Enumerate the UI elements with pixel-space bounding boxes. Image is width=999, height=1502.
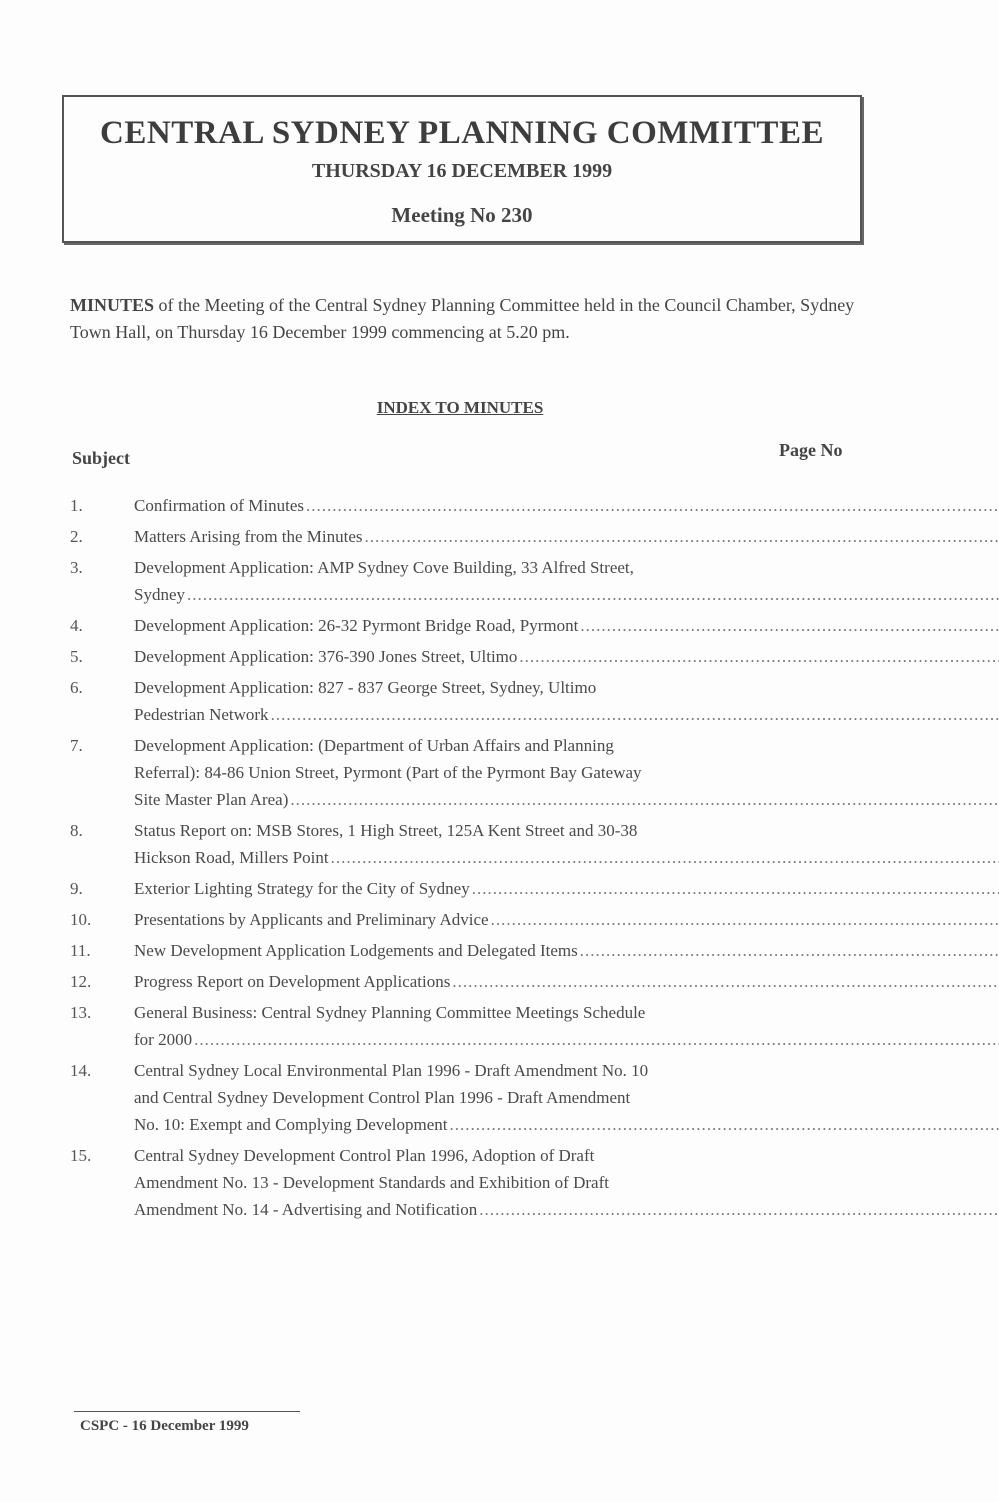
index-entry — [70, 968, 860, 995]
entry-subject — [134, 674, 999, 728]
subject-header: Subject — [72, 448, 130, 468]
dot-leader — [479, 1196, 999, 1223]
entry-line: Amendment No. 13 - Development Standards and Exhibition of Draft — [134, 1173, 609, 1192]
entry-subject — [134, 906, 999, 933]
entry-subject — [134, 817, 999, 871]
dot-leader — [194, 1026, 999, 1053]
entry-line: Exterior Lighting Strategy for the City of Sydney — [134, 879, 470, 898]
dot-leader — [472, 875, 999, 902]
index-entry — [70, 999, 860, 1053]
entry-subject — [134, 643, 999, 670]
entry-number: 9. — [70, 879, 83, 898]
title-box — [62, 95, 862, 243]
dot-leader — [580, 612, 999, 639]
entry-line: Development Application: AMP Sydney Cove Building, 33 Alfred Street, — [134, 558, 634, 577]
index-entry — [70, 732, 860, 813]
entry-line: and Central Sydney Development Control Plan 1996 - Draft Amendment — [134, 1088, 631, 1107]
entry-subject — [134, 523, 999, 550]
index-entry — [70, 937, 860, 964]
entry-subject — [134, 968, 999, 995]
index-entry — [70, 1057, 860, 1138]
entry-number: 5. — [70, 647, 83, 666]
footer-text: CSPC - 16 December 1999 — [80, 1418, 249, 1434]
entry-line: Referral): 84-86 Union Street, Pyrmont (Part of the Pyrmont Bay Gateway — [134, 763, 642, 782]
intro-paragraph — [70, 292, 870, 346]
dot-leader — [519, 643, 999, 670]
entry-line: Site Master Plan Area) — [134, 790, 289, 809]
entry-line: Presentations by Applicants and Preliminary Advice — [134, 910, 489, 929]
index-entry — [70, 492, 860, 519]
entry-subject — [134, 1057, 999, 1138]
entry-number: 10. — [70, 910, 92, 929]
dot-leader — [452, 968, 999, 995]
entry-line: Development Application: 827 - 837 George Street, Sydney, Ultimo — [134, 678, 597, 697]
index-entry — [70, 674, 860, 728]
dot-leader — [306, 492, 999, 519]
entry-line: Amendment No. 14 - Advertising and Notification — [134, 1200, 478, 1219]
index-entry — [70, 554, 860, 608]
entry-line: Progress Report on Development Applications — [134, 972, 451, 991]
entry-line: for 2000 — [134, 1030, 193, 1049]
entry-line: Matters Arising from the Minutes — [134, 527, 363, 546]
entry-line: Status Report on: MSB Stores, 1 High Street, 125A Kent Street and 30-38 — [134, 821, 638, 840]
index-entry — [70, 875, 860, 902]
dot-leader — [271, 701, 999, 728]
entry-number: 2. — [70, 527, 83, 546]
entry-subject — [134, 732, 999, 813]
page-header: Page No — [779, 440, 843, 460]
index-entry — [70, 817, 860, 871]
index-entry — [70, 643, 860, 670]
meeting-date: THURSDAY 16 DECEMBER 1999 — [311, 160, 613, 182]
entry-number: 6. — [70, 678, 83, 697]
entry-number: 1. — [70, 496, 83, 515]
entry-line: Confirmation of Minutes — [134, 496, 304, 515]
index-entry — [70, 612, 860, 639]
dot-leader — [290, 786, 999, 813]
entry-subject — [134, 875, 999, 902]
index-entry — [70, 1142, 860, 1223]
entry-line: Sydney — [134, 585, 185, 604]
dot-leader — [450, 1111, 999, 1138]
entry-line: Central Sydney Development Control Plan 1996, Adoption of Draft — [134, 1146, 595, 1165]
entry-subject — [134, 999, 999, 1053]
index-entry — [70, 523, 860, 550]
committee-title: CENTRAL SYDNEY PLANNING COMMITTEE — [100, 115, 824, 151]
intro-lead: MINUTES — [70, 295, 155, 315]
entry-line: New Development Application Lodgements and Delegated Items — [134, 941, 578, 960]
dot-leader — [365, 523, 999, 550]
dot-leader — [580, 937, 999, 964]
entry-number: 13. — [70, 1003, 92, 1022]
intro-text: of the Meeting of the Central Sydney Planning Committee held in the Council Chamber, Sydney Town Hall, on Thursday 16 December 1999 commencing at 5.20 pm. — [70, 295, 855, 342]
entry-subject — [134, 1142, 999, 1223]
dot-leader — [491, 906, 999, 933]
entry-line: Development Application: 376-390 Jones Street, Ultimo — [134, 647, 518, 666]
entry-subject — [134, 612, 999, 639]
entry-number: 3. — [70, 558, 83, 577]
footer-rule — [74, 1411, 300, 1412]
entry-line: Hickson Road, Millers Point — [134, 848, 329, 867]
index-entry — [70, 906, 860, 933]
entry-line: Development Application: 26-32 Pyrmont Bridge Road, Pyrmont — [134, 616, 579, 635]
entry-number: 11. — [70, 941, 91, 960]
entry-line: Central Sydney Local Environmental Plan 1996 - Draft Amendment No. 10 — [134, 1061, 649, 1080]
dot-leader — [331, 844, 999, 871]
entry-line: No. 10: Exempt and Complying Development — [134, 1115, 448, 1134]
entry-number: 7. — [70, 736, 83, 755]
entry-number: 14. — [70, 1061, 92, 1080]
entry-number: 4. — [70, 616, 83, 635]
entry-number: 8. — [70, 821, 83, 840]
index-list — [70, 492, 860, 1227]
entry-subject — [134, 492, 999, 519]
index-title: INDEX TO MINUTES — [376, 398, 544, 417]
entry-number: 15. — [70, 1146, 92, 1165]
entry-subject — [134, 554, 999, 608]
meeting-number: Meeting No 230 — [391, 203, 533, 227]
entry-line: Pedestrian Network — [134, 705, 269, 724]
entry-line: General Business: Central Sydney Planning Committee Meetings Schedule — [134, 1003, 646, 1022]
entry-line: Development Application: (Department of Urban Affairs and Planning — [134, 736, 614, 755]
entry-number: 12. — [70, 972, 92, 991]
dot-leader — [187, 581, 999, 608]
entry-subject — [134, 937, 999, 964]
